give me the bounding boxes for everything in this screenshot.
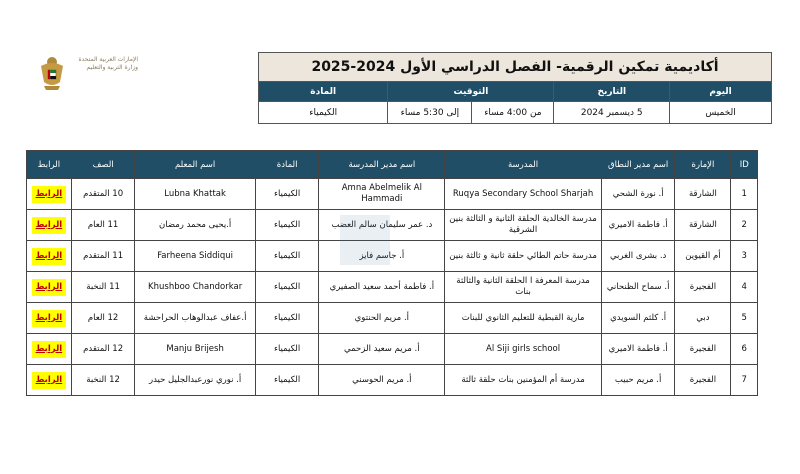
row-link[interactable]: الرابط — [32, 248, 67, 265]
subject-cell: الكيمياء — [255, 334, 319, 365]
zone-manager-cell: أ. مريم حبيب — [601, 365, 675, 396]
teacher-cell: Farheena Siddiqui — [135, 241, 255, 272]
teacher-cell: Lubna Khattak — [135, 179, 255, 210]
session-info-table — [258, 52, 772, 124]
row-link[interactable]: الرابط — [32, 279, 67, 296]
principal-cell: د. عمر سليمان سالم العضب — [319, 210, 445, 241]
grade-cell: 11 النخبة — [71, 272, 135, 303]
date-value: 5 ديسمبر 2024 — [554, 102, 670, 124]
link-cell — [27, 365, 72, 396]
link-cell — [27, 210, 72, 241]
school-cell: مدرسة حاتم الطائي حلقة ثانية و ثالثة بنين — [445, 241, 602, 272]
table-row — [27, 334, 758, 365]
id-header: ID — [731, 151, 758, 179]
id-cell: 2 — [731, 210, 758, 241]
principal-cell: Amna Abelmelik Al Hammadi — [319, 179, 445, 210]
school-header: المدرسة — [445, 151, 602, 179]
schools-table — [26, 150, 758, 396]
link-cell — [27, 241, 72, 272]
teacher-cell: أ.يحيى محمد رمضان — [135, 210, 255, 241]
principal-cell: أ. مريم الحنتوي — [319, 303, 445, 334]
subject-cell: الكيمياء — [255, 303, 319, 334]
grade-cell: 12 المتقدم — [71, 334, 135, 365]
zone-manager-cell: أ. فاطمة الاميري — [601, 334, 675, 365]
zone-manager-cell: د. بشرى الغربي — [601, 241, 675, 272]
school-cell: مدرسة المعرفة ا الحلقة الثانية والثالثة بنات — [445, 272, 602, 303]
emirate-cell: الفجيرة — [675, 365, 731, 396]
subject-cell: الكيمياء — [255, 210, 319, 241]
subject-cell: الكيمياء — [255, 272, 319, 303]
principal-cell: أ. جاسم فايز — [319, 241, 445, 272]
table-header-row — [27, 151, 758, 179]
table-row — [27, 365, 758, 396]
principal-cell: أ. مريم سعيد الزحمي — [319, 334, 445, 365]
grade-cell: 11 المتقدم — [71, 241, 135, 272]
id-cell: 6 — [731, 334, 758, 365]
row-link[interactable]: الرابط — [32, 341, 67, 358]
day-column-header: اليوم — [670, 82, 772, 102]
school-cell: مارية القبطية للتعليم الثانوي للبنات — [445, 303, 602, 334]
teacher-cell: Khushboo Chandorkar — [135, 272, 255, 303]
date-column-header: التاريخ — [554, 82, 670, 102]
id-cell: 3 — [731, 241, 758, 272]
school-cell: مدرسة أم المؤمنين بنات حلقة ثالثة — [445, 365, 602, 396]
subject-column-header: المادة — [259, 82, 388, 102]
school-cell: مدرسة الخالدية الحلقة الثانية و الثالثة بنين الشرقية — [445, 210, 602, 241]
principal-cell: أ. فاطمة أحمد سعيد الصفيري — [319, 272, 445, 303]
teacher-cell: Manju Brijesh — [135, 334, 255, 365]
falcon-emblem-icon — [38, 52, 66, 92]
zone-manager-cell: أ. فاطمة الاميري — [601, 210, 675, 241]
zone-manager-cell: أ. سماح الظنحاني — [601, 272, 675, 303]
row-link[interactable]: الرابط — [32, 217, 67, 234]
time-to-value: إلى 5:30 مساء — [388, 102, 472, 124]
principal-header: اسم مدير المدرسة — [319, 151, 445, 179]
table-row — [27, 241, 758, 272]
link-cell — [27, 303, 72, 334]
time-column-header: التوقيت — [388, 82, 554, 102]
grade-cell: 12 العام — [71, 303, 135, 334]
id-cell: 1 — [731, 179, 758, 210]
grade-header: الصف — [71, 151, 135, 179]
teacher-cell: أ.عفاف عبدالوهاب الحراحشة — [135, 303, 255, 334]
zone-manager-cell: أ. كلثم السويدي — [601, 303, 675, 334]
zone-manager-header: اسم مدير النطاق — [601, 151, 675, 179]
id-cell: 4 — [731, 272, 758, 303]
school-cell: Ruqya Secondary School Sharjah — [445, 179, 602, 210]
uae-emblem — [38, 52, 138, 96]
table-row — [27, 210, 758, 241]
academy-title: أكاديمية تمكين الرقمية- الفصل الدراسي الأول 2024-2025 — [259, 53, 772, 82]
table-row — [27, 303, 758, 334]
day-value: الخميس — [670, 102, 772, 124]
emirate-cell: الفجيرة — [675, 272, 731, 303]
ministry-text: الإمارات العربية المتحدة وزارة التربية والتعليم — [78, 56, 138, 71]
link-cell — [27, 179, 72, 210]
link-header: الرابط — [27, 151, 72, 179]
emirate-cell: الشارقة — [675, 210, 731, 241]
emirate-cell: أم القيوين — [675, 241, 731, 272]
emirate-cell: دبي — [675, 303, 731, 334]
link-cell — [27, 272, 72, 303]
id-cell: 7 — [731, 365, 758, 396]
row-link[interactable]: الرابط — [32, 186, 67, 203]
principal-cell: أ. مريم الحوسني — [319, 365, 445, 396]
subject-cell: الكيمياء — [255, 365, 319, 396]
subject-value: الكيمياء — [259, 102, 388, 124]
grade-cell: 11 العام — [71, 210, 135, 241]
zone-manager-cell: أ. نورة الشحي — [601, 179, 675, 210]
time-from-value: من 4:00 مساء — [472, 102, 554, 124]
emirate-header: الإمارة — [675, 151, 731, 179]
emirate-cell: الشارقة — [675, 179, 731, 210]
subject-cell: الكيمياء — [255, 241, 319, 272]
table-row — [27, 272, 758, 303]
school-cell: Al Siji girls school — [445, 334, 602, 365]
emirate-cell: الفجيرة — [675, 334, 731, 365]
teacher-cell: أ. نوري نورعبدالجليل حيدر — [135, 365, 255, 396]
table-row — [27, 179, 758, 210]
subject-cell: الكيمياء — [255, 179, 319, 210]
teacher-header: اسم المعلم — [135, 151, 255, 179]
subject-header: المادة — [255, 151, 319, 179]
row-link[interactable]: الرابط — [32, 372, 67, 389]
id-cell: 5 — [731, 303, 758, 334]
grade-cell: 10 المتقدم — [71, 179, 135, 210]
link-cell — [27, 334, 72, 365]
grade-cell: 12 النخبة — [71, 365, 135, 396]
row-link[interactable]: الرابط — [32, 310, 67, 327]
